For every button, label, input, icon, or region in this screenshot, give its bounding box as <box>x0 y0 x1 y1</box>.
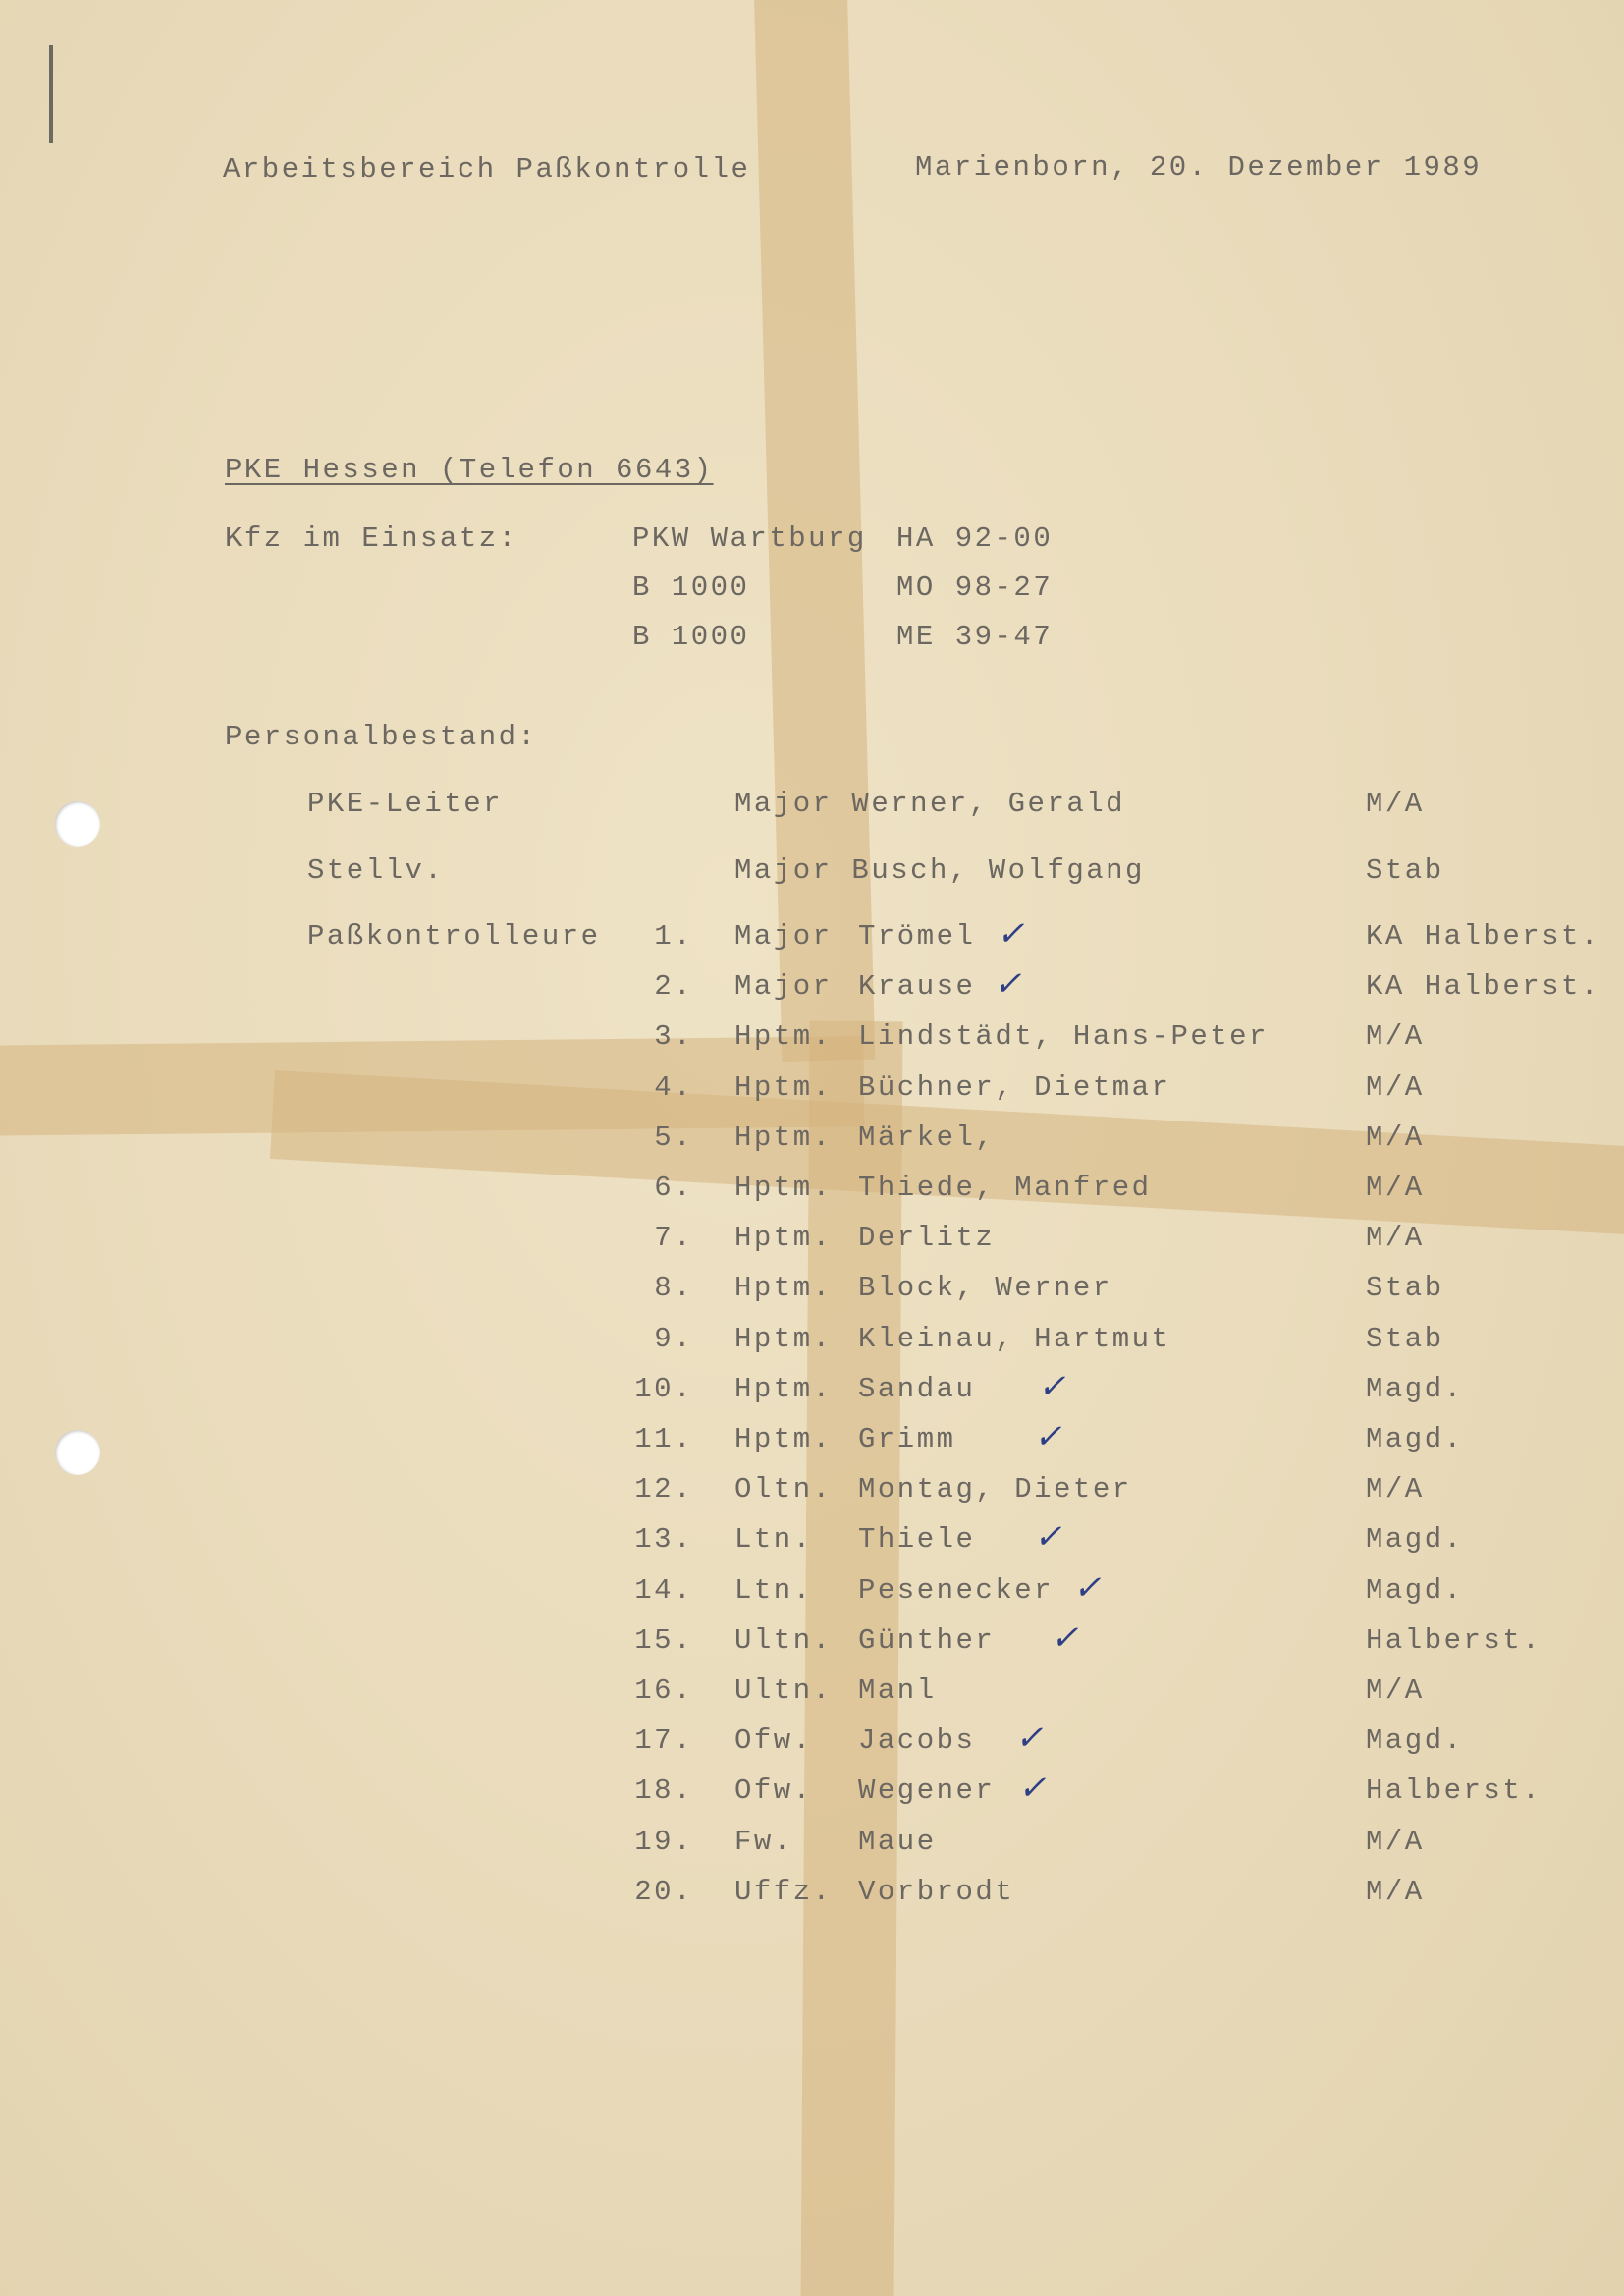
controller-unit: Magd. <box>1366 1423 1464 1455</box>
controller-rank: Ltn. <box>734 1574 813 1607</box>
controller-number: 19. <box>634 1826 693 1858</box>
controller-unit: Stab <box>1366 1272 1444 1304</box>
controller-name: Manl <box>858 1674 937 1707</box>
controller-unit: M/A <box>1366 1674 1425 1707</box>
vehicle-plate: MO 98-27 <box>896 572 1054 604</box>
controller-number: 7. <box>654 1222 693 1254</box>
controller-name: Märkel, <box>858 1121 996 1154</box>
controller-number: 2. <box>654 970 693 1003</box>
controller-unit: Stab <box>1366 1323 1444 1355</box>
controller-rank: Hptm. <box>734 1020 833 1053</box>
controller-unit: M/A <box>1366 1876 1425 1908</box>
checkmark-icon: ✓ <box>1051 1618 1079 1658</box>
controller-name: Krause <box>858 970 976 1003</box>
controller-name: Jacobs <box>858 1724 976 1757</box>
controller-unit: M/A <box>1366 1020 1425 1053</box>
controller-rank: Hptm. <box>734 1121 833 1154</box>
controller-unit: KA Halberst. <box>1366 970 1600 1003</box>
controller-name: Büchner, Dietmar <box>858 1071 1171 1104</box>
controller-number: 8. <box>654 1272 693 1304</box>
vehicle-type: B 1000 <box>632 621 750 653</box>
controller-name: Montag, Dieter <box>858 1473 1132 1505</box>
leader-role: PKE-Leiter <box>307 788 504 820</box>
controller-name: Pesenecker <box>858 1574 1055 1607</box>
adhesive-tape-strip <box>800 1021 902 2296</box>
controller-rank: Hptm. <box>734 1222 833 1254</box>
controller-name: Maue <box>858 1826 937 1858</box>
controller-name: Vorbrodt <box>858 1876 1015 1908</box>
staff-label: Personalbestand: <box>225 721 538 753</box>
controller-unit: M/A <box>1366 1826 1425 1858</box>
controller-unit: M/A <box>1366 1071 1425 1104</box>
controller-unit: M/A <box>1366 1121 1425 1154</box>
vehicle-plate: HA 92-00 <box>896 522 1054 555</box>
controller-number: 16. <box>634 1674 693 1707</box>
controller-unit: M/A <box>1366 1172 1425 1204</box>
deputy-unit: Stab <box>1366 854 1444 887</box>
leader-unit: M/A <box>1366 788 1425 820</box>
controller-unit: Halberst. <box>1366 1624 1543 1657</box>
controller-unit: Halberst. <box>1366 1775 1543 1807</box>
checkmark-icon: ✓ <box>1038 1367 1066 1406</box>
controller-rank: Fw. <box>734 1826 793 1858</box>
controller-unit: Magd. <box>1366 1574 1464 1607</box>
checkmark-icon: ✓ <box>1015 1719 1044 1758</box>
department-heading: Arbeitsbereich Paßkontrolle <box>223 153 751 186</box>
controller-number: 4. <box>654 1071 693 1104</box>
controller-name: Grimm <box>858 1423 956 1455</box>
controller-unit: M/A <box>1366 1222 1425 1254</box>
controller-name: Thiele <box>858 1523 976 1556</box>
checkmark-icon: ✓ <box>1073 1568 1102 1608</box>
margin-mark <box>49 45 53 143</box>
controller-rank: Uffz. <box>734 1876 833 1908</box>
controller-rank: Ultn. <box>734 1624 833 1657</box>
vehicle-type: B 1000 <box>632 572 750 604</box>
controller-rank: Ultn. <box>734 1674 833 1707</box>
controllers-label: Paßkontrolleure <box>307 920 601 953</box>
controller-unit: Magd. <box>1366 1523 1464 1556</box>
controller-number: 20. <box>634 1876 693 1908</box>
vehicle-plate: ME 39-47 <box>896 621 1054 653</box>
controller-unit: Magd. <box>1366 1724 1464 1757</box>
checkmark-icon: ✓ <box>997 914 1025 954</box>
controller-rank: Hptm. <box>734 1373 833 1405</box>
controller-name: Lindstädt, Hans-Peter <box>858 1020 1269 1053</box>
controller-rank: Hptm. <box>734 1071 833 1104</box>
controller-name: Thiede, Manfred <box>858 1172 1152 1204</box>
controller-rank: Hptm. <box>734 1423 833 1455</box>
unit-title: PKE Hessen (Telefon 6643) <box>225 454 714 486</box>
controller-number: 9. <box>654 1323 693 1355</box>
controller-name: Kleinau, Hartmut <box>858 1323 1171 1355</box>
controller-number: 13. <box>634 1523 693 1556</box>
controller-rank: Hptm. <box>734 1272 833 1304</box>
checkmark-icon: ✓ <box>994 964 1022 1004</box>
controller-unit: M/A <box>1366 1473 1425 1505</box>
place-date: Marienborn, 20. Dezember 1989 <box>915 151 1483 184</box>
vehicles-label: Kfz im Einsatz: <box>225 522 518 555</box>
controller-number: 10. <box>634 1373 693 1405</box>
leader-name: Major Werner, Gerald <box>734 788 1126 820</box>
controller-name: Derlitz <box>858 1222 996 1254</box>
controller-name: Trömel <box>858 920 976 953</box>
controller-name: Block, Werner <box>858 1272 1112 1304</box>
controller-unit: Magd. <box>1366 1373 1464 1405</box>
controller-rank: Ofw. <box>734 1724 813 1757</box>
checkmark-icon: ✓ <box>1018 1769 1047 1808</box>
controller-number: 17. <box>634 1724 693 1757</box>
punch-hole <box>55 801 100 847</box>
controller-number: 11. <box>634 1423 693 1455</box>
controller-number: 6. <box>654 1172 693 1204</box>
deputy-role: Stellv. <box>307 854 445 887</box>
checkmark-icon: ✓ <box>1034 1517 1062 1557</box>
controller-name: Günther <box>858 1624 996 1657</box>
controller-rank: Hptm. <box>734 1323 833 1355</box>
controller-rank: Major <box>734 970 833 1003</box>
controller-rank: Major <box>734 920 833 953</box>
controller-number: 1. <box>654 920 693 953</box>
controller-rank: Oltn. <box>734 1473 833 1505</box>
controller-number: 12. <box>634 1473 693 1505</box>
vehicle-type: PKW Wartburg <box>632 522 867 555</box>
controller-name: Sandau <box>858 1373 976 1405</box>
controller-rank: Ofw. <box>734 1775 813 1807</box>
controller-number: 14. <box>634 1574 693 1607</box>
checkmark-icon: ✓ <box>1034 1417 1062 1456</box>
controller-number: 18. <box>634 1775 693 1807</box>
controller-number: 15. <box>634 1624 693 1657</box>
controller-rank: Hptm. <box>734 1172 833 1204</box>
controller-rank: Ltn. <box>734 1523 813 1556</box>
controller-number: 5. <box>654 1121 693 1154</box>
controller-unit: KA Halberst. <box>1366 920 1600 953</box>
controller-number: 3. <box>654 1020 693 1053</box>
controller-name: Wegener <box>858 1775 996 1807</box>
deputy-name: Major Busch, Wolfgang <box>734 854 1145 887</box>
